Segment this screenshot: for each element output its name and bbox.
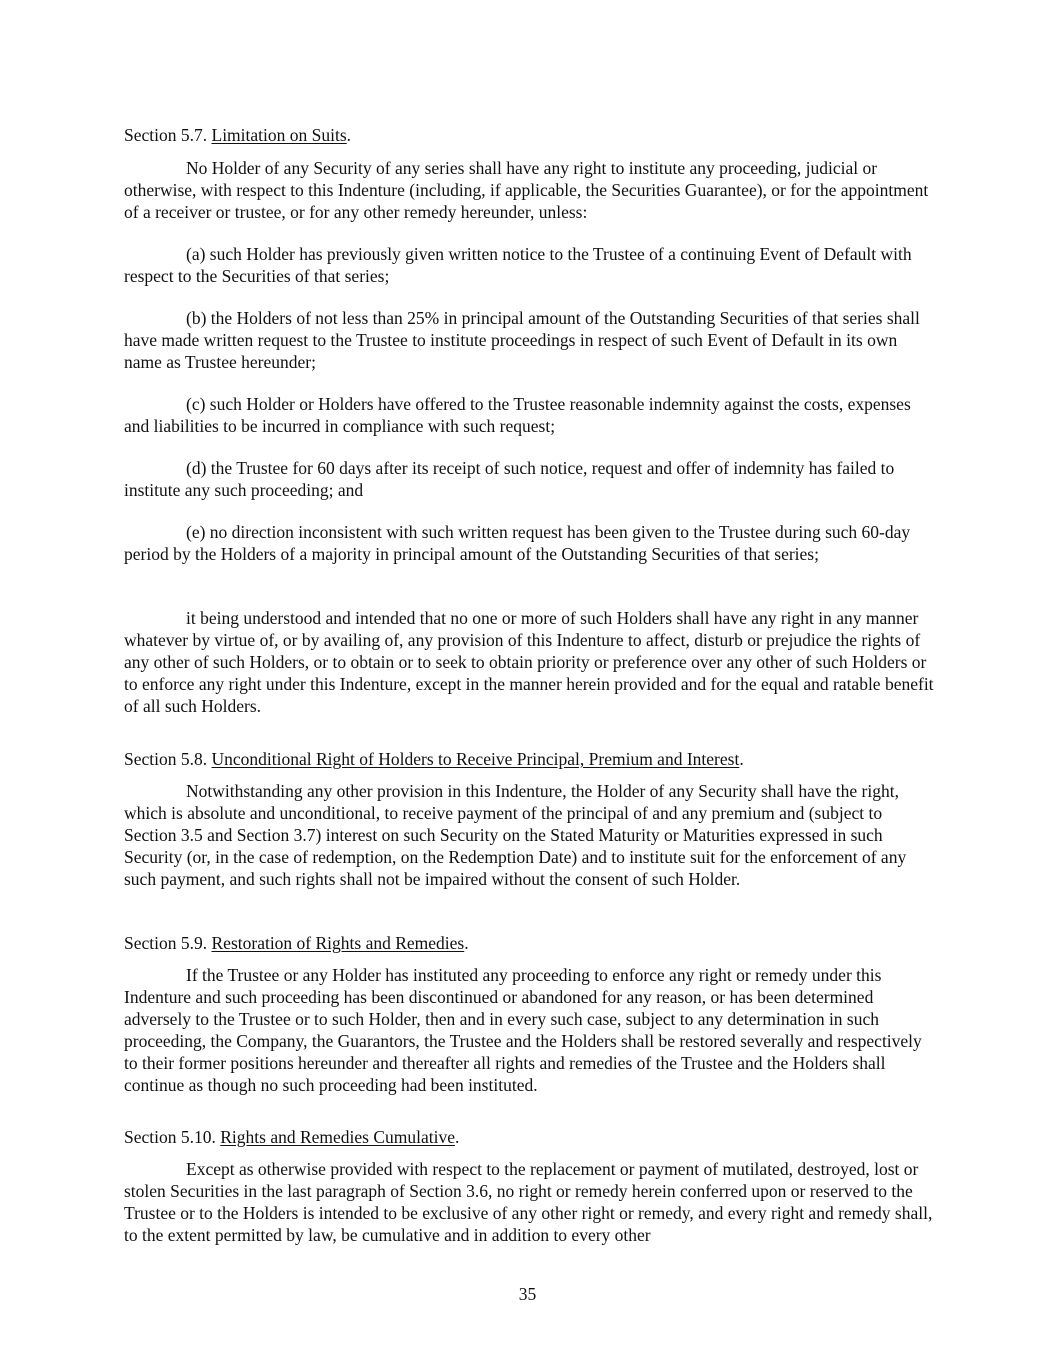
section-number: Section 5.8. bbox=[124, 749, 212, 769]
paragraph: No Holder of any Security of any series shall have any right to institute any proceeding, judicial or otherwise, with respect to this Indenture (including, if applicable, the Securities Guarantee), or for the appointment of a receiver or trustee, or for any other remedy hereunder, unless: bbox=[124, 158, 929, 222]
section-title: Rights and Remedies Cumulative bbox=[220, 1127, 456, 1147]
paragraph: If the Trustee or any Holder has instituted any proceeding to enforce any right or remedy under this Indenture and such proceeding has been discontinued or abandoned for any reason, or has been determined adversely to the Trustee or to such Holder, then and in every such case, subject to any determination in such proceeding, the Company, the Guarantors, the Trustee and the Holders shall be restored severally and respectively to their former positions hereunder and thereafter all rights and remedies of the Trustee and the Holders shall continue as though no such proceeding had been instituted. bbox=[124, 965, 922, 1095]
section-title: Restoration of Rights and Remedies bbox=[211, 933, 465, 953]
section-number: Section 5.7. bbox=[124, 125, 212, 145]
paragraph: (e) no direction inconsistent with such written request has been given to the Trustee during such 60-day period by the Holders of a majority in principal amount of the Outstanding Securities of that series; bbox=[124, 522, 911, 564]
section-heading bbox=[124, 1126, 459, 1148]
heading-period: . bbox=[346, 125, 352, 145]
heading-period: . bbox=[739, 749, 744, 769]
paragraph: Notwithstanding any other provision in this Indenture, the Holder of any Security shall have the right, which is absolute and unconditional, to receive payment of the principal of and any premium and (subject to Section 3.5 and Section 3.7) interest on such Security on the Stated Maturity or Maturities expressed in such Security (or, in the case of redemption, on the Redemption Date) and to institute suit for the enforcement of any such payment, and such rights shall not be impaired without the consent of such Holder. bbox=[124, 781, 907, 889]
section-title: Limitation on Suits bbox=[211, 125, 347, 145]
section-number: Section 5.9. bbox=[124, 933, 212, 953]
section-heading bbox=[124, 124, 351, 146]
paragraph: (b) the Holders of not less than 25% in principal amount of the Outstanding Securities of that series shall have made written request to the Trustee to institute proceedings in respect of such Event of Default in its own name as Trustee hereunder; bbox=[124, 308, 920, 372]
heading-period: . bbox=[455, 1127, 460, 1147]
section-title: Unconditional Right of Holders to Receive Principal, Premium and Interest bbox=[211, 749, 740, 769]
paragraph: (c) such Holder or Holders have offered to the Trustee reasonable indemnity against the costs, expenses and liabilities to be incurred in compliance with such request; bbox=[124, 394, 911, 436]
section-number: Section 5.10. bbox=[124, 1127, 221, 1147]
heading-period: . bbox=[464, 933, 469, 953]
section-heading bbox=[124, 748, 744, 770]
paragraph: (d) the Trustee for 60 days after its receipt of such notice, request and offer of indemnity has failed to institute any such proceeding; and bbox=[124, 458, 895, 500]
paragraph: Except as otherwise provided with respect to the replacement or payment of mutilated, destroyed, lost or stolen Securities in the last paragraph of Section 3.6, no right or remedy herein conferred upon or reserved to the Trustee or to the Holders is intended to be exclusive of any other right or remedy, and every right and remedy shall, to the extent permitted by law, be cumulative and in addition to every other bbox=[124, 1159, 933, 1245]
paragraph: (a) such Holder has previously given written notice to the Trustee of a continuing Event of Default with respect to the Securities of that series; bbox=[124, 244, 912, 286]
paragraph: it being understood and intended that no one or more of such Holders shall have any right in any manner whatever by virtue of, or by availing of, any provision of this Indenture to affect, disturb or prejudice the rights of any other of such Holders, or to obtain or to seek to obtain priority or preference over any other of such Holders or to enforce any right under this Indenture, except in the manner herein provided and for the equal and ratable benefit of all such Holders. bbox=[124, 608, 934, 716]
page-number: 35 bbox=[518, 1284, 537, 1304]
section-heading bbox=[124, 932, 469, 954]
